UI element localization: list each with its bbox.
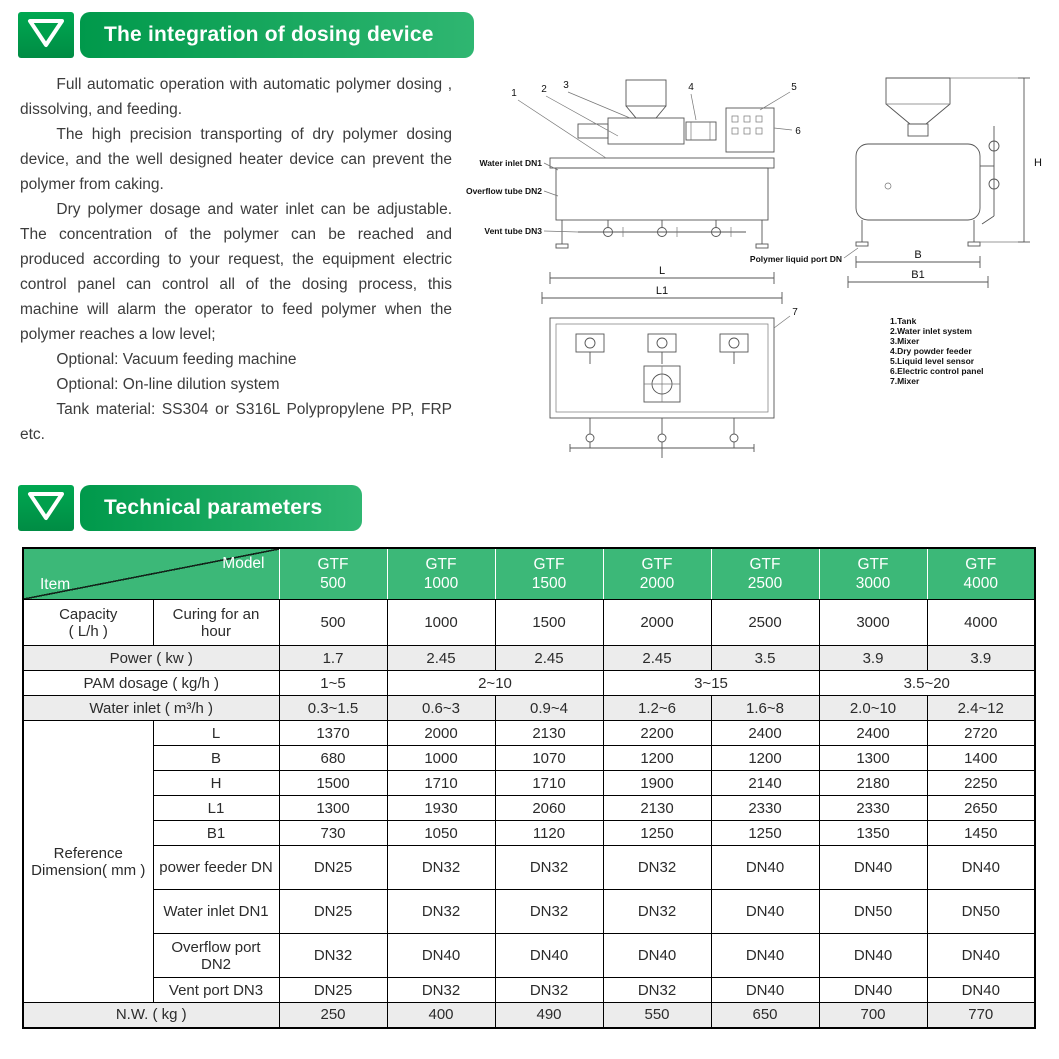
value-cell: 1250 xyxy=(711,821,819,846)
value-cell: 0.6~3 xyxy=(387,696,495,721)
intro-paragraph: Full automatic operation with automatic polymer dosing , dissolving, and feeding. xyxy=(20,76,452,118)
value-cell: 1300 xyxy=(279,796,387,821)
value-cell: 2330 xyxy=(819,796,927,821)
value-cell: DN32 xyxy=(603,978,711,1003)
capacity-row xyxy=(23,600,1035,646)
model-header: GTF 2000 xyxy=(603,548,711,600)
technical-drawing xyxy=(458,66,1059,473)
value-cell: DN40 xyxy=(495,934,603,978)
corner-model-label: Model xyxy=(222,555,265,572)
value-cell: 550 xyxy=(603,1003,711,1028)
capacity-sublabel: Curing for an hour xyxy=(153,600,279,646)
legend-line: 3.Mixer xyxy=(890,336,920,346)
intro-text xyxy=(0,66,456,473)
dim-label: power feeder DN xyxy=(153,846,279,890)
power-label: Power ( kw ) xyxy=(23,646,279,671)
legend-line: 7.Mixer xyxy=(890,376,920,386)
dim-row-L xyxy=(23,721,1035,746)
dim-label: B xyxy=(153,746,279,771)
value-cell: DN32 xyxy=(387,846,495,890)
value-cell: 0.9~4 xyxy=(495,696,603,721)
value-cell: 250 xyxy=(279,1003,387,1028)
value-cell: 2.45 xyxy=(495,646,603,671)
dim-row-B xyxy=(23,746,1035,771)
pam-label: PAM dosage ( kg/h ) xyxy=(23,671,279,696)
callout-2: 2 xyxy=(541,84,547,95)
parameters-table-wrap xyxy=(22,547,1059,1029)
value-cell: 2200 xyxy=(603,721,711,746)
dim-B1: B1 xyxy=(911,269,925,281)
dim-label: Vent port DN3 xyxy=(153,978,279,1003)
value-cell: 1000 xyxy=(387,600,495,646)
value-cell: DN32 xyxy=(387,978,495,1003)
dim-label: L xyxy=(153,721,279,746)
capacity-label: Capacity ( L/h ) xyxy=(23,600,153,646)
value-cell: 2140 xyxy=(711,771,819,796)
triangle-down-icon xyxy=(18,12,74,58)
value-cell: DN50 xyxy=(927,890,1035,934)
table-header-row xyxy=(23,548,1035,600)
value-cell: DN40 xyxy=(711,890,819,934)
value-cell: 3~15 xyxy=(603,671,819,696)
value-cell: 1200 xyxy=(603,746,711,771)
value-cell: 500 xyxy=(279,600,387,646)
value-cell: 1450 xyxy=(927,821,1035,846)
intro-paragraph: Optional: On-line dilution system xyxy=(56,376,280,393)
value-cell: DN32 xyxy=(387,890,495,934)
dim-row-H xyxy=(23,771,1035,796)
value-cell: 2.4~12 xyxy=(927,696,1035,721)
value-cell: 700 xyxy=(819,1003,927,1028)
model-header: GTF 4000 xyxy=(927,548,1035,600)
value-cell: 2~10 xyxy=(387,671,603,696)
label-polymer-liquid-port: Polymer liquid port DN xyxy=(749,254,842,264)
section-title-parameters: Technical parameters xyxy=(80,485,362,531)
value-cell: 2130 xyxy=(495,721,603,746)
model-header: GTF 500 xyxy=(279,548,387,600)
value-cell: 2720 xyxy=(927,721,1035,746)
section-header-parameters xyxy=(18,485,1059,531)
dim-label: Overflow port DN2 xyxy=(153,934,279,978)
front-view xyxy=(550,80,774,248)
dim-label: L1 xyxy=(153,796,279,821)
value-cell: 2500 xyxy=(711,600,819,646)
label-vent-tube-dn3: Vent tube DN3 xyxy=(484,226,542,236)
value-cell: 1710 xyxy=(495,771,603,796)
value-cell: DN32 xyxy=(279,934,387,978)
value-cell: DN32 xyxy=(495,978,603,1003)
value-cell: 2.45 xyxy=(603,646,711,671)
value-cell: 1300 xyxy=(819,746,927,771)
table-corner-cell xyxy=(23,548,279,600)
model-header: GTF 1500 xyxy=(495,548,603,600)
integration-section xyxy=(0,66,1059,473)
value-cell: 1370 xyxy=(279,721,387,746)
value-cell: 0.3~1.5 xyxy=(279,696,387,721)
value-cell: 1.7 xyxy=(279,646,387,671)
dim-B: B xyxy=(914,249,922,261)
triangle-down-icon xyxy=(18,485,74,531)
dim-label: B1 xyxy=(153,821,279,846)
legend-line: 4.Dry powder feeder xyxy=(890,346,972,356)
legend-line: 5.Liquid level sensor xyxy=(890,356,975,366)
dim-row-L1 xyxy=(23,796,1035,821)
intro-paragraph: Tank material: SS304 or S316L Polypropylene PP, FRP etc. xyxy=(20,401,452,443)
value-cell: 490 xyxy=(495,1003,603,1028)
value-cell: 1930 xyxy=(387,796,495,821)
section-header-integration xyxy=(18,12,1059,58)
value-cell: 1400 xyxy=(927,746,1035,771)
value-cell: DN25 xyxy=(279,890,387,934)
value-cell: DN40 xyxy=(387,934,495,978)
dim-row-B1 xyxy=(23,821,1035,846)
pam-dosage-row xyxy=(23,671,1035,696)
value-cell: 770 xyxy=(927,1003,1035,1028)
value-cell: 1050 xyxy=(387,821,495,846)
value-cell: DN32 xyxy=(603,846,711,890)
callout-7: 7 xyxy=(792,307,798,318)
value-cell: 1500 xyxy=(495,600,603,646)
value-cell: 2180 xyxy=(819,771,927,796)
value-cell: DN40 xyxy=(927,934,1035,978)
intro-paragraph: Dry polymer dosage and water inlet can be adjustable. The concentration of the polymer can be reached and produced according to your request, the equipment electric control panel can control all of the dosing process, this machine will alarm the operator to feed polymer when the polymer reaches a low level; xyxy=(20,201,452,343)
dim-L: L xyxy=(658,265,666,277)
net-weight-row xyxy=(23,1003,1035,1028)
value-cell: 1710 xyxy=(387,771,495,796)
value-cell: 3.5 xyxy=(711,646,819,671)
value-cell: 680 xyxy=(279,746,387,771)
value-cell: 1250 xyxy=(603,821,711,846)
legend-line: 1.Tank xyxy=(890,316,917,326)
value-cell: 1~5 xyxy=(279,671,387,696)
value-cell: DN25 xyxy=(279,978,387,1003)
corner-item-label: Item xyxy=(40,575,71,593)
value-cell: DN50 xyxy=(819,890,927,934)
top-view xyxy=(550,318,774,458)
value-cell: 400 xyxy=(387,1003,495,1028)
water-inlet-row xyxy=(23,696,1035,721)
callout-1: 1 xyxy=(511,88,517,99)
dim-row-vent-dn3 xyxy=(23,978,1035,1003)
legend-line: 6.Electric control panel xyxy=(890,366,984,376)
model-header: GTF 2500 xyxy=(711,548,819,600)
value-cell: 2000 xyxy=(387,721,495,746)
model-header: GTF 1000 xyxy=(387,548,495,600)
dim-label: H xyxy=(153,771,279,796)
value-cell: 3.5~20 xyxy=(819,671,1035,696)
value-cell: DN40 xyxy=(711,934,819,978)
value-cell: DN32 xyxy=(495,846,603,890)
dim-row-water-inlet-dn1 xyxy=(23,890,1035,934)
value-cell: 2000 xyxy=(603,600,711,646)
callout-4: 4 xyxy=(688,82,694,93)
value-cell: 1500 xyxy=(279,771,387,796)
side-view xyxy=(856,78,999,246)
value-cell: 1900 xyxy=(603,771,711,796)
dim-H: H xyxy=(1034,157,1042,169)
intro-paragraph: The high precision transporting of dry polymer dosing device, and the well designed heater device can prevent the polymer from caking. xyxy=(20,126,452,193)
legend-line: 2.Water inlet system xyxy=(890,326,972,336)
dimension-group-label: Reference Dimension( mm ) xyxy=(23,721,153,1003)
value-cell: 1.2~6 xyxy=(603,696,711,721)
value-cell: 2130 xyxy=(603,796,711,821)
model-header: GTF 3000 xyxy=(819,548,927,600)
value-cell: 2400 xyxy=(819,721,927,746)
value-cell: 3000 xyxy=(819,600,927,646)
value-cell: 2.0~10 xyxy=(819,696,927,721)
value-cell: 3.9 xyxy=(819,646,927,671)
dim-row-power-feeder xyxy=(23,846,1035,890)
value-cell: 1070 xyxy=(495,746,603,771)
callout-3: 3 xyxy=(563,80,569,91)
dim-label: Water inlet DN1 xyxy=(153,890,279,934)
value-cell: DN40 xyxy=(819,934,927,978)
value-cell: 730 xyxy=(279,821,387,846)
section-title-integration: The integration of dosing device xyxy=(80,12,474,58)
dim-row-overflow-dn2 xyxy=(23,934,1035,978)
dim-L1: L1 xyxy=(655,285,669,297)
intro-paragraph: Optional: Vacuum feeding machine xyxy=(56,351,297,368)
power-row xyxy=(23,646,1035,671)
value-cell: 2.45 xyxy=(387,646,495,671)
value-cell: DN32 xyxy=(495,890,603,934)
value-cell: 4000 xyxy=(927,600,1035,646)
parameters-table xyxy=(22,547,1036,1029)
value-cell: 2330 xyxy=(711,796,819,821)
value-cell: 1.6~8 xyxy=(711,696,819,721)
value-cell: DN32 xyxy=(603,890,711,934)
value-cell: DN40 xyxy=(819,846,927,890)
value-cell: DN40 xyxy=(927,846,1035,890)
callout-5: 5 xyxy=(791,82,797,93)
value-cell: 3.9 xyxy=(927,646,1035,671)
label-overflow-tube-dn2: Overflow tube DN2 xyxy=(465,186,542,196)
callout-6: 6 xyxy=(795,126,801,137)
value-cell: DN40 xyxy=(711,978,819,1003)
value-cell: DN40 xyxy=(819,978,927,1003)
value-cell: 1200 xyxy=(711,746,819,771)
value-cell: DN40 xyxy=(603,934,711,978)
value-cell: 2250 xyxy=(927,771,1035,796)
value-cell: 2400 xyxy=(711,721,819,746)
value-cell: 1120 xyxy=(495,821,603,846)
value-cell: DN25 xyxy=(279,846,387,890)
value-cell: 2060 xyxy=(495,796,603,821)
value-cell: DN40 xyxy=(711,846,819,890)
nw-label: N.W. ( kg ) xyxy=(23,1003,279,1028)
value-cell: 2650 xyxy=(927,796,1035,821)
label-water-inlet-dn1: Water inlet DN1 xyxy=(479,158,542,168)
value-cell: 1350 xyxy=(819,821,927,846)
value-cell: 650 xyxy=(711,1003,819,1028)
water-inlet-label: Water inlet ( m³/h ) xyxy=(23,696,279,721)
value-cell: DN40 xyxy=(927,978,1035,1003)
value-cell: 1000 xyxy=(387,746,495,771)
